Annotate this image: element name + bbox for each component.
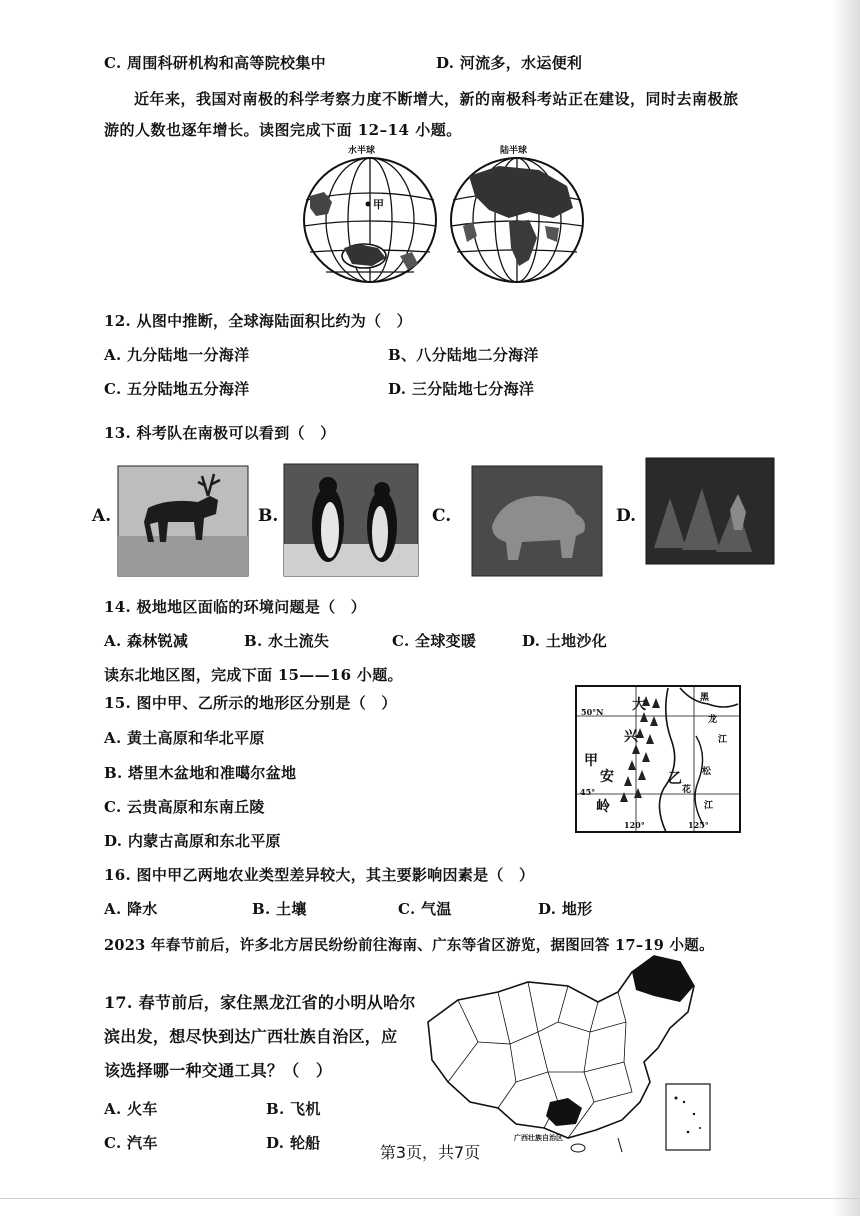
q12-option-b: B、八分陆地二分海洋	[388, 346, 539, 364]
q11-option-c: C. 周围科研机构和高等院校集中	[104, 54, 326, 72]
q15-option-d: D. 内蒙古高原和东北平原	[104, 832, 281, 850]
q12-stem: 12. 从图中推断，全球海陆面积比约为（ ）	[104, 312, 412, 330]
q15-option-b: B. 塔里木盆地和准噶尔盆地	[104, 764, 297, 782]
map-yi: 乙	[668, 771, 682, 787]
q14-option-a: A. 森林锐减	[104, 632, 189, 650]
land-hemisphere-label: 陆半球	[500, 146, 528, 156]
map-hei: 黑	[700, 693, 710, 703]
reindeer-photo	[118, 466, 248, 576]
q15-option-a: A. 黄土高原和华北平原	[104, 729, 265, 747]
q16-option-c: C. 气温	[398, 900, 452, 918]
q13-label-c: C.	[432, 506, 452, 526]
lat-50-label: 50°N	[581, 707, 604, 717]
q12-option-a: A. 九分陆地一分海洋	[104, 346, 250, 364]
spring-intro: 2023 年春节前后，许多北方居民纷纷前往海南、广东等省区游览，据图回答 17–19 小题。	[104, 937, 714, 954]
bottom-divider	[0, 1198, 860, 1199]
q17-option-a: A. 火车	[104, 1100, 158, 1118]
q14-option-b: B. 水土流失	[244, 632, 330, 650]
marker-jia: 甲	[373, 198, 384, 211]
china-map	[418, 952, 718, 1162]
q16-option-b: B. 土壤	[252, 900, 307, 918]
polar-bear-photo	[472, 466, 602, 576]
lon-125-label: 125°	[688, 820, 709, 830]
forest-animal-photo	[646, 458, 774, 564]
penguins-photo	[284, 464, 418, 576]
q16-option-a: A. 降水	[104, 900, 158, 918]
lat-45-label: 45°	[580, 787, 596, 797]
water-hemisphere-label: 水半球	[348, 146, 376, 156]
map-da: 大	[632, 697, 646, 713]
q13-stem: 13. 科考队在南极可以看到（ ）	[104, 424, 336, 442]
q14-option-d: D. 土地沙化	[522, 632, 608, 650]
page-edge-shadow	[832, 0, 860, 1216]
q13-label-b: B.	[258, 506, 279, 526]
map-hua: 花	[682, 785, 692, 795]
q14-stem: 14. 极地地区面临的环境问题是（ ）	[104, 598, 367, 616]
q15-stem: 15. 图中甲、乙所示的地形区分别是（ ）	[104, 694, 397, 712]
q17-option-c: C. 汽车	[104, 1134, 158, 1152]
page-number: 第3页，共7页	[379, 1143, 481, 1162]
lon-120-label: 120°	[624, 820, 645, 830]
water-hemisphere-globe	[302, 156, 442, 286]
q12-option-c: C. 五分陆地五分海洋	[104, 380, 250, 398]
map-an: 安	[600, 769, 614, 785]
q13-label-d: D.	[616, 506, 637, 526]
q17-stem-line1: 17. 春节前后，家住黑龙江省的小明从哈尔	[104, 993, 416, 1012]
q16-stem: 16. 图中甲乙两地农业类型差异较大，其主要影响因素是（ ）	[104, 866, 535, 884]
map-jiang1: 江	[718, 735, 728, 745]
q12-option-d: D. 三分陆地七分海洋	[388, 380, 535, 398]
q17-stem-line2: 滨出发，想尽快到达广西壮族自治区，应	[104, 1027, 398, 1046]
map-song: 松	[702, 767, 712, 777]
q11-option-d: D. 河流多，水运便利	[436, 54, 583, 72]
map-long: 龙	[708, 715, 718, 725]
map-jiang2: 江	[704, 801, 714, 811]
guangxi-label: 广西壮族自治区	[514, 1133, 563, 1142]
q16-option-d: D. 地形	[538, 900, 593, 918]
land-hemisphere-globe	[449, 156, 589, 286]
q17-stem-line3: 该选择哪一种交通工具？（ ）	[104, 1061, 333, 1080]
q15-option-c: C. 云贵高原和东南丘陵	[104, 798, 265, 816]
q17-option-d: D. 轮船	[266, 1134, 321, 1152]
map-xing: 兴	[624, 729, 638, 745]
q17-option-b: B. 飞机	[266, 1100, 321, 1118]
map-jia: 甲	[584, 753, 598, 769]
q13-label-a: A.	[92, 506, 112, 526]
northeast-intro: 读东北地区图，完成下面 15——16 小题。	[104, 666, 403, 684]
q14-option-c: C. 全球变暖	[392, 632, 477, 650]
antarctic-intro: 近年来，我国对南极的科学考察力度不断增大，新的南极科考站正在建设，同时去南极旅游的人数也逐年增长。读图完成下面 12–14 小题。	[104, 90, 739, 139]
map-ling: 岭	[596, 799, 610, 815]
